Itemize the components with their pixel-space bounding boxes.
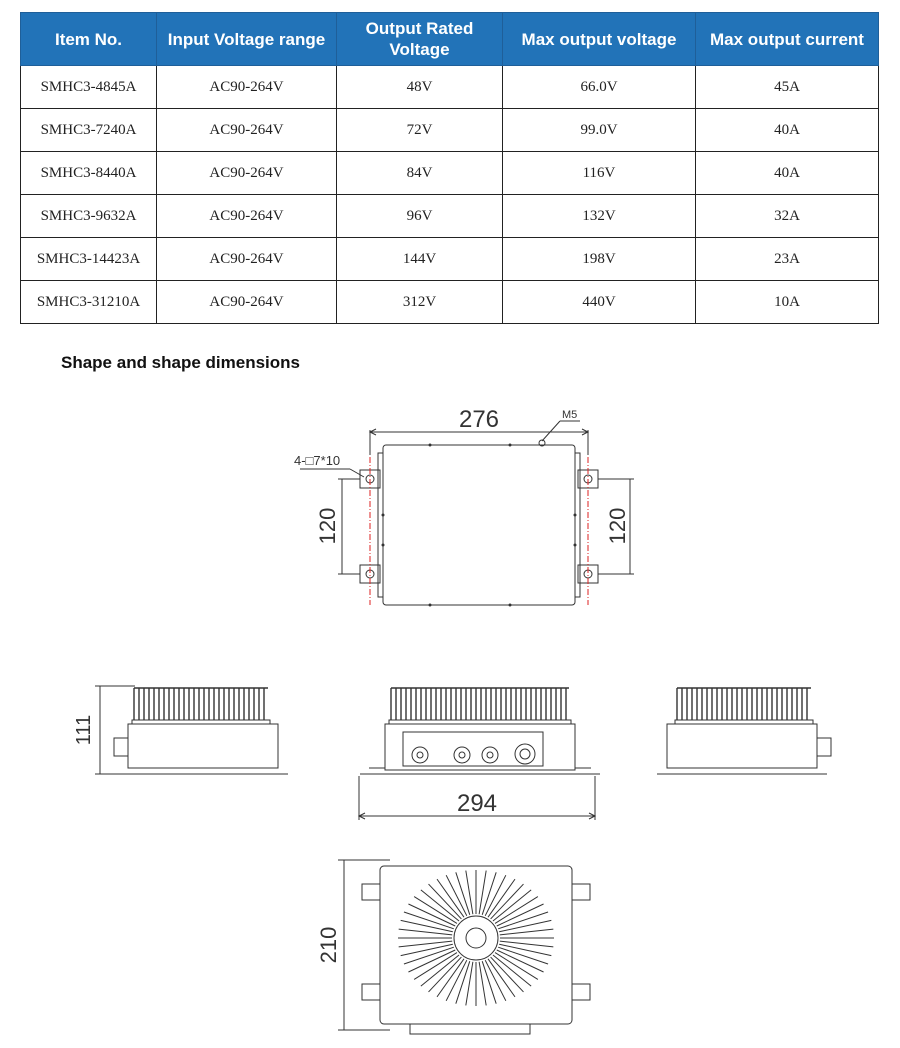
cell-max-output-current: 40A (696, 152, 879, 195)
cell-max-output-voltage: 66.0V (503, 66, 696, 109)
dim-hole-spacing-left: 120 (315, 507, 340, 545)
side-view-left-drawing (70, 680, 290, 780)
cell-item-no: SMHC3-31210A (21, 281, 157, 324)
table-row (21, 238, 879, 281)
thread-label: M5 (562, 409, 578, 421)
header-item-no: Item No. (21, 13, 157, 66)
cell-item-no: SMHC3-14423A (21, 238, 157, 281)
table-row (21, 66, 879, 109)
cell-input-voltage: AC90-264V (157, 281, 337, 324)
cell-output-rated-voltage: 72V (337, 109, 503, 152)
cell-output-rated-voltage: 312V (337, 281, 503, 324)
cell-max-output-current: 10A (696, 281, 879, 324)
header-output-rated-voltage: Output Rated Voltage (337, 13, 503, 66)
table-row (21, 281, 879, 324)
dim-width-276: 276 (458, 406, 500, 433)
spec-table (20, 12, 879, 324)
cell-output-rated-voltage: 144V (337, 238, 503, 281)
cell-input-voltage: AC90-264V (157, 66, 337, 109)
dim-width-294: 294 (456, 790, 498, 817)
cell-max-output-current: 32A (696, 195, 879, 238)
cell-input-voltage: AC90-264V (157, 109, 337, 152)
mount-label: 4-□7*10 (294, 453, 341, 468)
table-header-row (21, 13, 879, 66)
bottom-view-drawing (300, 850, 610, 1040)
cell-item-no: SMHC3-9632A (21, 195, 157, 238)
cell-max-output-current: 40A (696, 109, 879, 152)
cell-max-output-voltage: 198V (503, 238, 696, 281)
cell-input-voltage: AC90-264V (157, 195, 337, 238)
cell-input-voltage: AC90-264V (157, 238, 337, 281)
cell-max-output-current: 23A (696, 238, 879, 281)
cell-item-no: SMHC3-4845A (21, 66, 157, 109)
cell-max-output-current: 45A (696, 66, 879, 109)
dim-hole-spacing-right: 120 (605, 507, 630, 545)
cell-max-output-voltage: 132V (503, 195, 696, 238)
cell-input-voltage: AC90-264V (157, 152, 337, 195)
cell-output-rated-voltage: 84V (337, 152, 503, 195)
cell-item-no: SMHC3-8440A (21, 152, 157, 195)
header-max-output-voltage: Max output voltage (503, 13, 696, 66)
cell-output-rated-voltage: 96V (337, 195, 503, 238)
table-row (21, 109, 879, 152)
dim-height-111: 111 (73, 714, 95, 746)
cell-max-output-voltage: 116V (503, 152, 696, 195)
header-max-output-current: Max output current (696, 13, 879, 66)
cell-item-no: SMHC3-7240A (21, 109, 157, 152)
section-title: Shape and shape dimensions (61, 353, 301, 372)
cell-max-output-voltage: 440V (503, 281, 696, 324)
top-view-drawing (280, 395, 640, 615)
table-row (21, 152, 879, 195)
table-row (21, 195, 879, 238)
front-view-drawing (355, 680, 605, 825)
side-view-right-drawing (655, 680, 840, 780)
dim-depth-210: 210 (316, 926, 341, 964)
cell-max-output-voltage: 99.0V (503, 109, 696, 152)
header-input-voltage: Input Voltage range (157, 13, 337, 66)
cell-output-rated-voltage: 48V (337, 66, 503, 109)
